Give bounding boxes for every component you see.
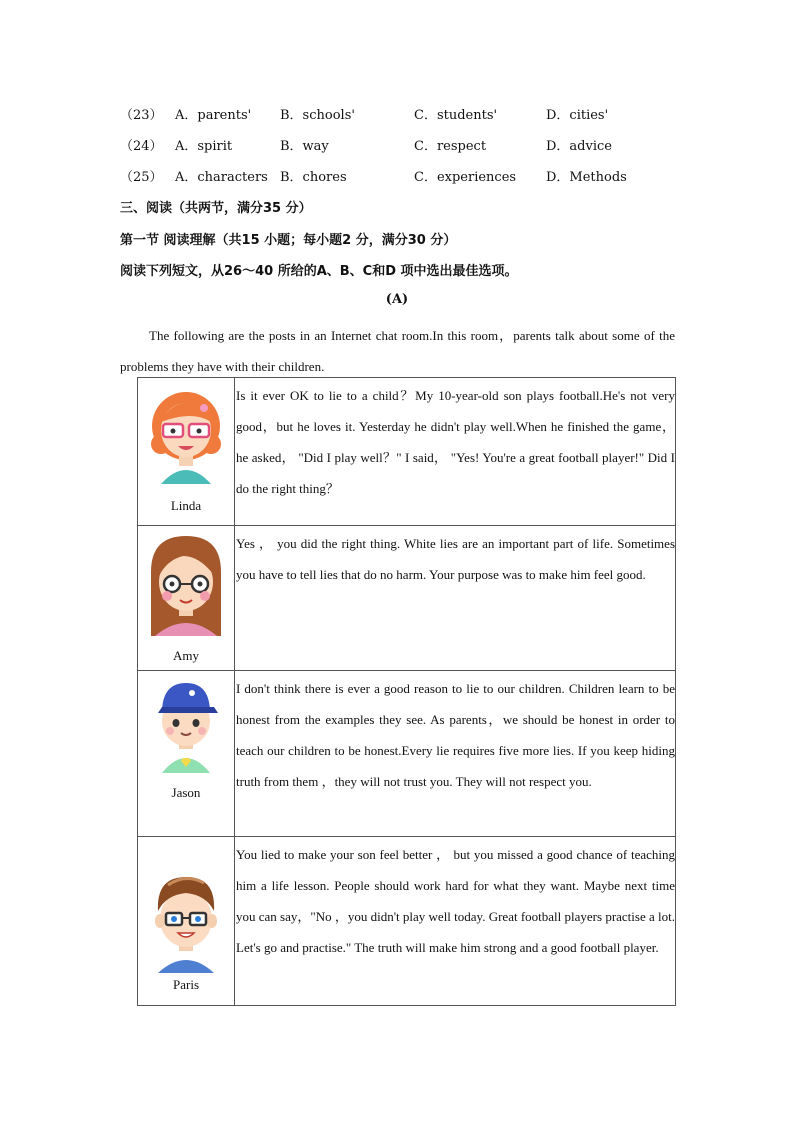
post-row-paris	[138, 837, 676, 1006]
question-24-options	[120, 135, 720, 159]
poster-name: Amy	[173, 648, 199, 663]
avatar-cell	[138, 837, 235, 1006]
post-text: Is it ever OK to lie to a child？My 10-year-old son plays football.He's not very good，but he loves it. Yesterday he didn't play well.When he finished the game，he asked， "Did I play well？" I said， "Yes! You're a great football player!" Did I do the right thing？	[235, 378, 676, 526]
option-b: B．chores	[280, 170, 347, 185]
poster-name: Jason	[171, 785, 201, 800]
girl-brown-hair-glasses-icon	[143, 532, 229, 636]
option-d: D．Methods	[546, 170, 627, 185]
post-row-linda	[138, 378, 676, 526]
chat-posts-table	[137, 377, 676, 1006]
question-25-options	[120, 166, 720, 190]
subsection-title: 第一节 阅读理解（共15 小题；每小题2 分，满分30 分）	[120, 233, 457, 248]
option-d: D．cities'	[546, 108, 609, 123]
boy-glasses-icon	[146, 869, 226, 973]
avatar-cell	[138, 671, 235, 837]
option-a: A．spirit	[175, 139, 233, 154]
question-number: （23）	[120, 108, 163, 123]
question-number: （25）	[120, 170, 163, 185]
option-c: C．experiences	[414, 170, 517, 185]
section-title: 三、阅读（共两节，满分35 分）	[120, 201, 312, 216]
question-23-options	[120, 104, 720, 128]
option-a: A．parents'	[175, 108, 252, 123]
passage-intro: The following are the posts in an Internet chat room.In this room，parents talk about some of the problems they have with their children.	[120, 328, 675, 374]
option-a: A．characters	[175, 170, 268, 185]
option-b: B．schools'	[280, 108, 355, 123]
option-d: D．advice	[546, 139, 612, 154]
poster-name: Linda	[170, 498, 202, 513]
poster-name: Paris	[173, 977, 199, 992]
post-row-jason	[138, 671, 676, 837]
instruction: 阅读下列短文，从26～40 所给的A、B、C和D 项中选出最佳选项。	[120, 264, 518, 279]
post-text: Yes ， you did the right thing. White lies are an important part of life. Sometimes you have to tell lies that do no harm. Your purpose was to make him feel good.	[235, 526, 676, 671]
option-b: B．way	[280, 139, 329, 154]
post-row-amy	[138, 526, 676, 671]
post-text: I don't think there is ever a good reason to lie to our children. Children learn to be honest from the examples they see. As parents，we should be honest in order to teach our children to be honest.Every lie requires five more lies. If you keep hiding truth from them ，they will not trust you. They will not respect you.	[235, 671, 676, 837]
passage-label: (A)	[385, 292, 409, 307]
question-number: （24）	[120, 139, 163, 154]
option-c: C．students'	[414, 108, 498, 123]
boy-blue-cap-icon	[148, 677, 224, 773]
avatar-cell	[138, 378, 235, 526]
option-c: C．respect	[414, 139, 487, 154]
avatar-cell	[138, 526, 235, 671]
post-text: You lied to make your son feel better ， but you missed a good chance of teaching him a life lesson. People should work hard for what they want. Maybe next time you can say，"No ，you didn't play well today. Great football players practise a lot. Let's go and practise." The truth will make him strong and a good football player.	[235, 837, 676, 1006]
girl-red-hair-glasses-icon	[143, 384, 229, 484]
